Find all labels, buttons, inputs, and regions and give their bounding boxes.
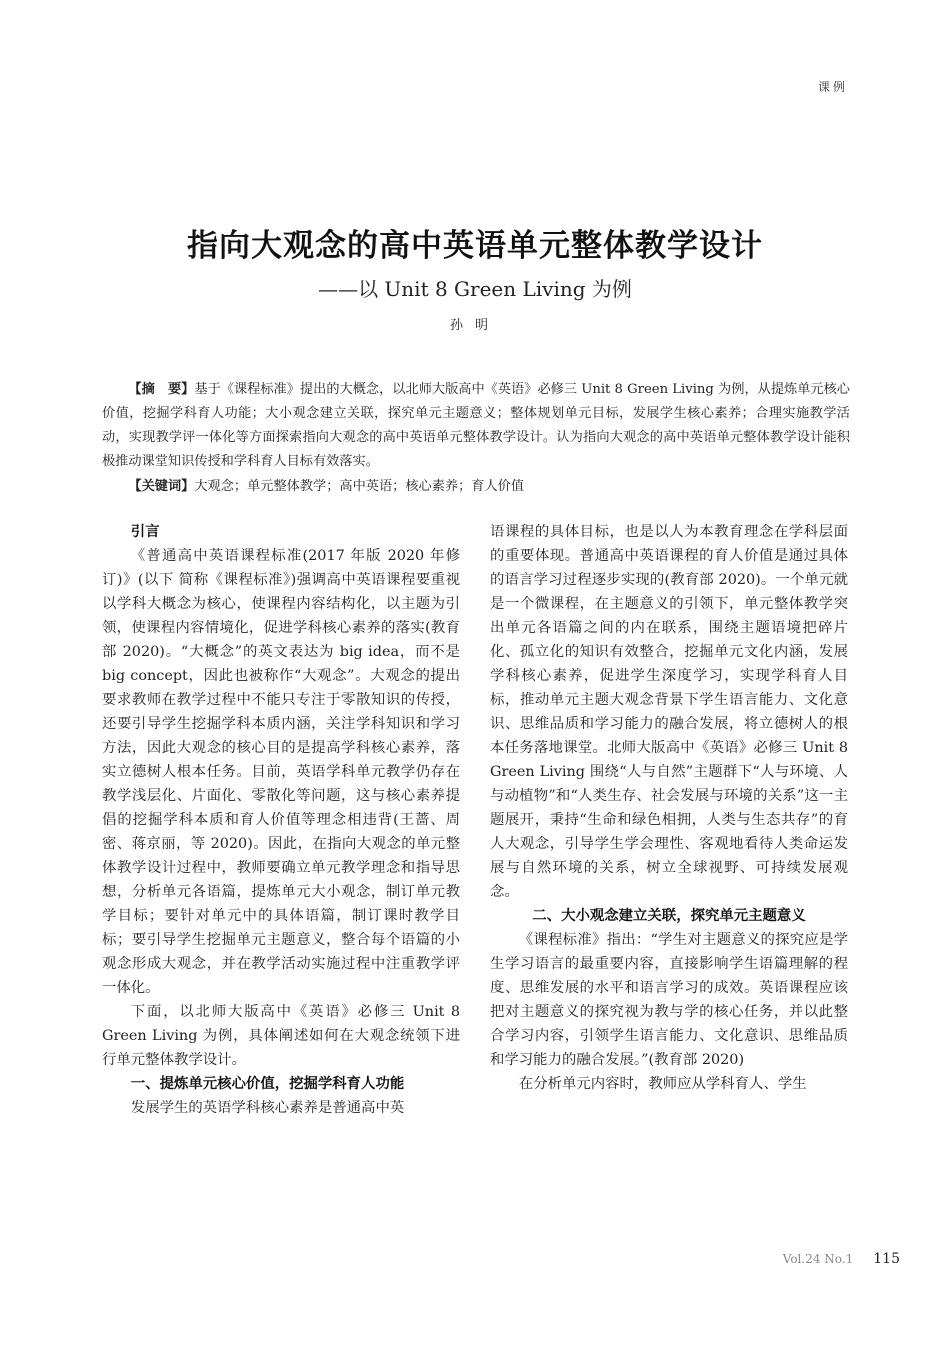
article-title: 指向大观念的高中英语单元整体教学设计 bbox=[187, 228, 763, 264]
keywords-label: 【关键词】 bbox=[128, 479, 195, 494]
left-column bbox=[102, 520, 460, 1120]
abstract-text: 基于《课程标准》提出的大概念，以北师大版高中《英语》必修三 Unit 8 Green Living 为例，从提炼单元核心价值，挖掘学科育人功能；大小观念建立关联，探究单元主题意义；整体规划单元目标，发展学生核心素养；合理实施教学活动，实现教学评一体化等方面探索指向大观念的高中英语单元整体教学设计。认为指向大观念的高中英语单元整体教学设计能积极推动课堂知识传授和学科育人目标有效落实。 bbox=[102, 382, 850, 469]
abstract-label: 【摘 要】 bbox=[128, 382, 195, 397]
section2-paragraph-1: 《课程标准》指出：“学生对主题意义的探究应是学生学习语言的最重要内容，直接影响学生语篇理解的程度、思维发展的水平和语言学习的成效。英语课程应该把对主题意义的探究视为教与学的核心任务，并以此整合学习内容，引领学生语言能力、文化意识、思维品质和学习能力的融合发展。”(教育部 2020) bbox=[490, 932, 848, 1068]
article-subtitle: ——以 Unit 8 Green Living 为例 bbox=[318, 277, 632, 301]
intro-paragraph-1: 《普通高中英语课程标准(2017 年版 2020 年修订)》(以下 简称《课程标准》)强调高中英语课程要重视以学科大概念为核心，使课程内容结构化，以主题为引领，使课程内容情境化，促进学科核心素养的落实(教育部 2020)。“大概念”的英文表达为 big idea，而不是 big concept，因此也被称作“大观念”。大观念的提出要求教师在教学过程中不能只专注于零散知识的传授，还要引导学生挖掘学科本质内涵，关注学科知识和学习方法，因此大观念的核心目的是提高学科核心素养，落实立德树人根本任务。目前，英语学科单元教学仍存在教学浅层化、片面化、零散化等问题，这与核心素养提倡的挖掘学科本质和育人价值等理念相违背(王蔷、周密、蒋京丽，等 2020)。因此，在指向大观念的单元整体教学设计过程中，教师要确立单元教学理念和指导思想，分析单元各语篇，提炼单元大小观念，制订单元教学目标；要针对单元中的具体语篇，制订课时教学目标；要引导学生挖掘单元主题意义，整合每个语篇的小观念形成大观念，并在教学活动实施过程中注重教学评一体化。 bbox=[102, 548, 460, 996]
section2-paragraph-2: 在分析单元内容时，教师应从学科育人、学生 bbox=[518, 1076, 807, 1092]
abstract-paragraph bbox=[102, 378, 850, 474]
section1-paragraph-start: 发展学生的英语学科核心素养是普通高中英 bbox=[130, 1100, 405, 1116]
section-label: 课例 bbox=[817, 80, 848, 94]
section1-paragraph-cont: 语课程的具体目标，也是以人为本教育理念在学科层面的重要体现。普通高中英语课程的育人价值是通过具体的语言学习过程逐步实现的(教育部 2020)。一个单元就是一个微课程，在主题意义的引领下，单元整体教学突出单元各语篇之间的内在联系，围绕主题语境把碎片化、孤立化的知识有效整合，挖掘单元文化内涵，发展学科核心素养，促进学生深度学习，实现学科育人目标，推动单元主题大观念背景下学生语言能力、文化意识、思维品质和学习能力的融合发展，将立德树人的根本任务落地课堂。北师大版高中《英语》必修三 Unit 8 Green Living 围绕“人与自然”主题群下“人与环境、人与动植物”和“人类生存、社会发展与环境的关系”这一主题展开，秉持“生命和绿色相拥，人类与生态共存”的育人大观念，引导学生学会理性、客观地看待人类命运发展与自然环境的关系，树立全球视野、可持续发展观念。 bbox=[490, 524, 848, 900]
section2-heading: 二、大小观念建立关联，探究单元主题意义 bbox=[532, 908, 806, 924]
journal-issue: Vol.24 No.1 bbox=[782, 1252, 854, 1266]
section1-heading: 一、提炼单元核心价值，挖掘学科育人功能 bbox=[130, 1076, 405, 1092]
right-column bbox=[490, 520, 848, 1096]
intro-heading: 引言 bbox=[130, 524, 160, 540]
intro-paragraph-2: 下面，以北师大版高中《英语》必修三 Unit 8 Green Living 为例，具体阐述如何在大观念统领下进行单元整体教学设计。 bbox=[102, 1004, 460, 1068]
page-footer bbox=[783, 1251, 900, 1267]
keywords-paragraph bbox=[102, 475, 850, 499]
article-author: 孙明 bbox=[449, 318, 500, 333]
keywords-text: 大观念；单元整体教学；高中英语；核心素养；育人价值 bbox=[194, 479, 525, 494]
page-number: 115 bbox=[873, 1251, 900, 1267]
abstract-block bbox=[102, 378, 850, 499]
